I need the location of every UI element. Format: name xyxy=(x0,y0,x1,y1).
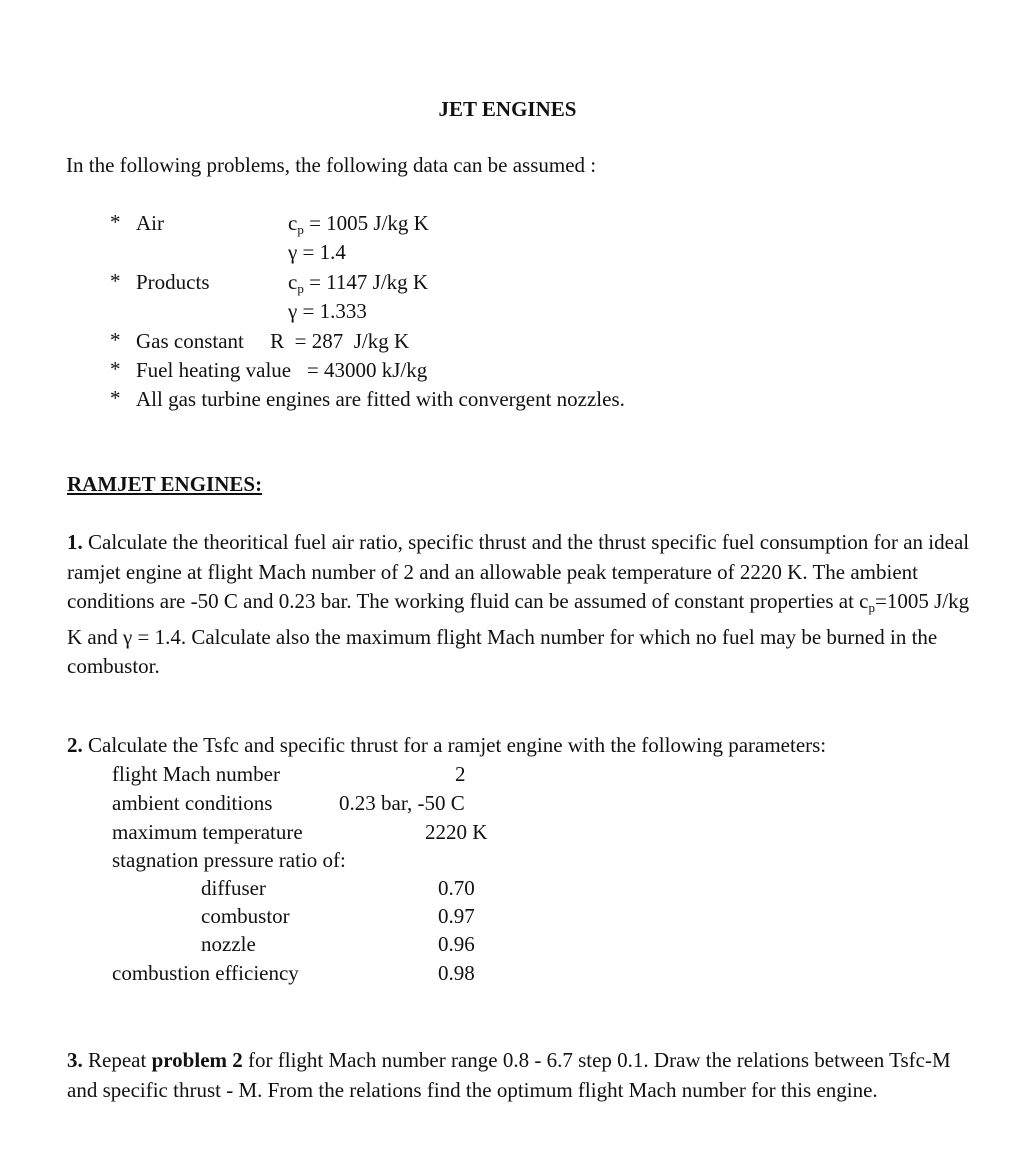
products-cp: $c_p = 1147$ J/kg K xyxy=(288,270,429,296)
param-value: 0.96 xyxy=(438,932,475,956)
param-label: nozzle xyxy=(201,932,256,956)
param-value: 2220 K xyxy=(425,820,488,844)
param-label: flight Mach number xyxy=(112,762,280,786)
bullet-icon: * xyxy=(110,328,121,352)
param-label: ambient conditions xyxy=(112,791,273,815)
air-label: Air xyxy=(136,211,164,235)
gas-constant: Gas constant R = 287 J/kg K xyxy=(136,329,410,353)
products-gamma: γ = 1.333 xyxy=(288,299,367,323)
param-value: 0.98 xyxy=(438,961,475,985)
products-label: Products xyxy=(136,270,210,294)
bullet-icon: * xyxy=(110,269,121,293)
param-label: combustion efficiency xyxy=(112,961,299,985)
air-cp: $c_p = 1005$ J/kg K xyxy=(288,211,429,237)
bullet-icon: * xyxy=(110,386,121,410)
fuel-heating-value: Fuel heating value = 43000 kJ/kg xyxy=(136,358,428,382)
problem-1-number: 1. xyxy=(67,530,83,554)
problem-3: 3. Repeat problem 2 for flight Mach number range 0.8 - 6.7 step 0.1. Draw the relations between Tsfc-M and specific thrust - M. From the relations find the optimum flight Mach number for this engine. xyxy=(67,1048,951,1102)
param-value: 0.23 bar, -50 C xyxy=(339,791,465,815)
param-value: 2 xyxy=(455,762,466,786)
param-value: 0.70 xyxy=(438,876,475,900)
document-title: JET ENGINES xyxy=(438,97,577,121)
param-label: stagnation pressure ratio of: xyxy=(112,848,346,872)
problem-3-ref: problem 2 xyxy=(151,1048,243,1072)
param-label: combustor xyxy=(201,904,290,928)
param-label: maximum temperature xyxy=(112,820,303,844)
section-heading: RAMJET ENGINES: xyxy=(67,472,263,496)
param-value: 0.97 xyxy=(438,904,475,928)
intro-text: In the following problems, the following data can be assumed : xyxy=(66,153,597,177)
problem-1: 1. Calculate the theoritical fuel air ratio, specific thrust and the thrust specific fuel consumption for an ideal ramjet engine at flight Mach number of 2 and an allowable peak temperature of 2220 K. The ambient conditions are -50 C and 0.23 bar. The working fluid can be assumed of constant properties at $c_p=1005$ J/kg K and γ = 1.4. Calculate also the maximum flight Mach number for which no fuel may be burned in the combustor. xyxy=(67,530,970,678)
param-label: diffuser xyxy=(201,876,266,900)
bullet-icon: * xyxy=(110,357,121,381)
problem-2-intro: 2. Calculate the Tsfc and specific thrust for a ramjet engine with the following parameters: xyxy=(67,733,827,757)
problem-3-number: 3. xyxy=(67,1048,83,1072)
nozzle-note: All gas turbine engines are fitted with convergent nozzles. xyxy=(136,387,625,411)
air-gamma: γ = 1.4 xyxy=(288,240,346,264)
problem-2-number: 2. xyxy=(67,733,83,757)
bullet-icon: * xyxy=(110,210,121,234)
